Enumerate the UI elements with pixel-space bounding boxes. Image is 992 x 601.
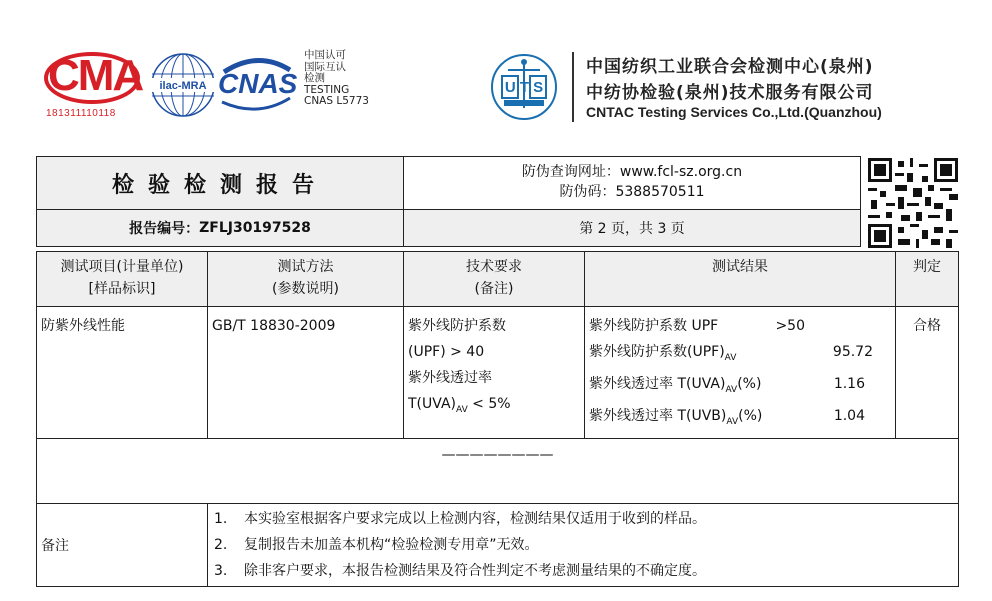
header-item [37,252,208,307]
result-subscript: AV [725,384,738,395]
note-text: 本实验室根据客户要求完成以上检测内容，检测结果仅适用于收到的样品。 [244,511,706,528]
note-number: 1. [214,511,228,528]
uts-logo [488,52,560,122]
end-mark: ———————— [37,439,959,504]
result-value: 1.04 [833,407,865,424]
header-req-line: (备注) [474,281,514,297]
cell-item: 防紫外线性能 [37,307,208,439]
cnas-line: 中国认可 [304,49,346,61]
result-label-tail: (%) [738,407,763,424]
result-line [589,403,891,435]
report-number-value: ZFLJ30197528 [199,220,311,236]
result-line [589,313,891,339]
table-header-row [37,252,959,307]
note-number: 3. [214,563,228,580]
result-label-tail: (%) [737,375,762,392]
header-method-line: 测试方法 [277,259,334,275]
cnas-logo-text: CNAS [218,68,298,99]
req-line [408,391,580,423]
report-number-label: 报告编号： [129,221,200,237]
header-item-line: 测试项目(计量单位) [60,259,184,275]
header-item-line: [样品标识] [88,281,156,297]
uts-text: U T S [504,79,544,96]
org-name-cn-2: 中纺协检验(泉州)技术服务有限公司 [586,83,874,103]
verify-url: 防伪查询网址：www.fcl-sz.org.cn [521,164,743,180]
result-value: >50 [775,318,805,334]
header-method [208,252,404,307]
cnas-line: TESTING [304,83,350,96]
result-label: 紫外线透过率 T(UVB) [589,407,727,424]
header-method-line: (参数说明) [272,281,339,297]
cell-requirement [404,307,585,439]
header-req-line: 技术要求 [466,259,522,275]
results-table [36,251,959,587]
req-line: 紫外线透过率 [408,370,492,386]
result-label: 紫外线透过率 T(UVA) [589,375,726,392]
req-part: T(UVA) [408,396,456,412]
cma-logo [44,50,144,124]
qr-code-icon [868,158,958,248]
header-result: 测试结果 [585,252,896,307]
end-row [37,439,959,504]
report-title: 检验检测报告 [36,156,404,210]
notes-row [37,504,959,587]
result-value: 1.16 [833,375,865,392]
ilac-text: ilac-MRA [159,80,207,92]
header-judgement: 判定 [896,252,959,307]
notes-list [208,504,959,587]
result-label: 紫外线防护系数 UPF [589,318,719,334]
table-row [37,307,959,439]
verification-info [403,156,861,210]
cnas-line: 检测 [304,72,325,84]
header-requirement [404,252,585,307]
result-value: 95.72 [832,344,873,360]
logo-divider [572,52,574,122]
note-item [214,558,952,584]
cell-results [585,307,896,439]
result-subscript: AV [726,416,739,427]
ilac-mra-logo [150,52,216,118]
cell-judgement: 合格 [896,307,959,439]
result-label: 紫外线防护系数(UPF) [589,344,725,360]
note-text: 除非客户要求，本报告检测结果及符合性判定不考虑测量结果的不确定度。 [244,563,706,580]
cma-logo-text: CMA [48,51,143,100]
note-item [214,506,952,532]
cnas-line: 国际互认 [304,60,346,73]
cnas-line: CNAS L5773 [304,95,369,107]
report-number [36,209,404,247]
cell-method: GB/T 18830-2009 [208,307,404,439]
result-subscript: AV [724,352,737,363]
result-line [589,339,891,371]
note-text: 复制报告未加盖本机构“检验检测专用章”无效。 [244,537,539,554]
note-item [214,532,952,558]
req-line: (UPF) > 40 [408,344,485,360]
org-name-en: CNTAC Testing Services Co.,Ltd.(Quanzhou) [586,104,882,120]
page-info: 第 2 页，共 3 页 [403,209,861,247]
req-line: 紫外线防护系数 [408,318,506,334]
req-subscript: AV [455,404,468,415]
cma-number: 181311110118 [46,108,116,119]
verify-code: 防伪码：5388570511 [559,184,705,200]
cnas-accreditation-text [304,50,369,108]
note-number: 2. [214,537,228,554]
cnas-logo [218,52,298,116]
org-name-cn-1: 中国纺织工业联合会检测中心(泉州) [586,57,874,77]
result-line [589,371,891,403]
req-part: < 5% [467,396,511,412]
notes-label: 备注 [37,504,208,587]
